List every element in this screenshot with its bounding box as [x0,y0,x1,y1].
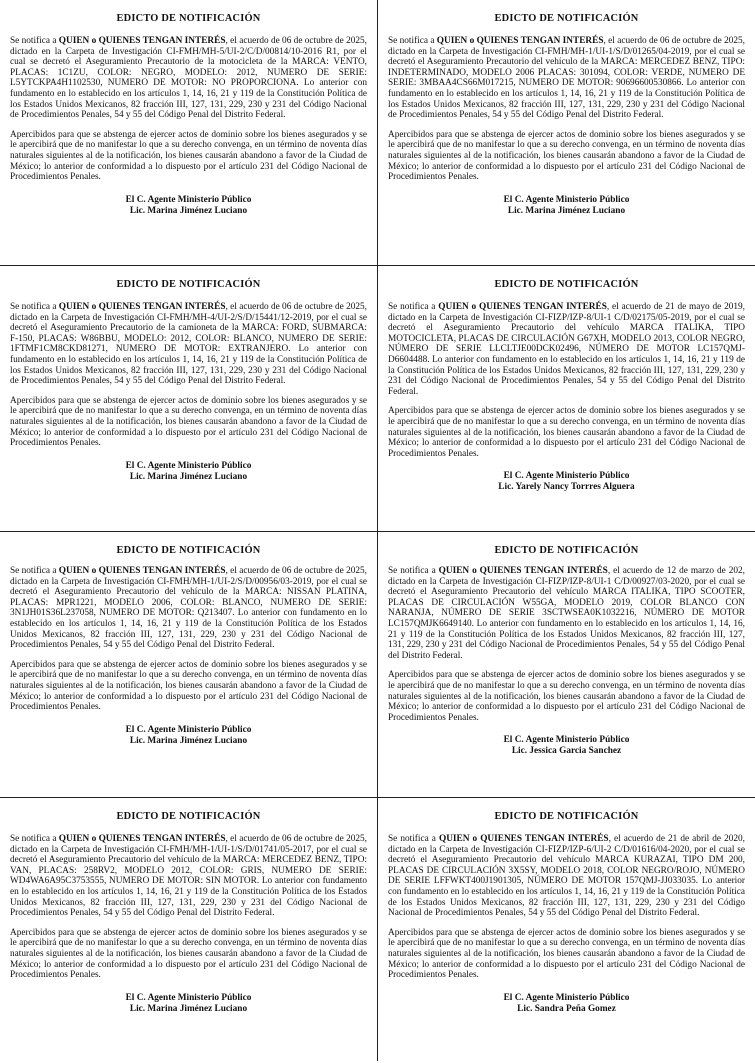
edict-addressee: QUIEN o QUIENES TENGAN INTERÉS [58,566,226,576]
edict-signature [10,461,367,483]
edict-intro: Se notifica a [10,566,59,576]
edict-intro: Se notifica a [388,834,439,844]
signer-name: Lic. Jessica Garcia Sanchez [511,746,622,757]
signer-name: Lic. Marina Jiménez Luciano [129,735,248,746]
edict-body [388,566,745,661]
edict-intro: Se notifica a [388,302,439,312]
edict-warning: Apercibidos para que se abstenga de ejercer actos de dominio sobre los bienes asegurados y se le apercibirá que de no manifestar lo que a su derecho convenga, en un término de noventa días naturales siguientes al de la notificación, los bienes causarán abandono a favor de la Ciudad de México; lo anterior de conformidad a lo dispuesto por el artículo 231 del Código Nacional de Procedimientos Penales. [388,406,745,459]
edict-text: , el acuerdo de 06 de octubre de 2025, dictado en la Carpeta de Investigación CI-FMH/MH-1/UI-1/S/D/01265/04-2019, por el cual se decretó el Aseguramiento Precautorio del vehículo de la MARCA: MERCEDEZ BENZ, TIPO: INDETERMINADO, MODELO 2006 PLACAS: 301094, COLOR: VERDE, NUMERO DE SERIE: 3MBAA4CS66M017215, NUMERO DE MOTOR: 90696600530866. Lo anterior con fundamento en lo establecido en los artículos 1, 14, 16, 21 y 119 de la Constitución Política de los Estados Unidos Mexicanos, 82 fracción III, 127, 131, 229, 230 y 231 del Código Nacional de Procedimientos Penales, 54 y 55 del Código Penal del Distrito Federal. [388,36,745,121]
signer-name: Lic. Marina Jiménez Luciano [129,1003,248,1014]
edict-intro: Se notifica a [388,566,439,576]
edict-title: EDICTO DE NOTIFICACIÓN [494,279,639,290]
signer-role: El C. Agente Ministerio Público [125,194,252,205]
edict-signature [10,993,367,1015]
edict-warning: Apercibidos para que se abstenga de ejercer actos de dominio sobre los bienes asegurados y se le apercibirá que de no manifestar lo que a su derecho convenga, en un término de noventa días naturales siguientes al de la notificación, los bienes causarán abandono a favor de la Ciudad de México; lo anterior de conformidad a lo dispuesto por el artículo 231 del Código Nacional de Procedimientos Penales. [388,670,745,723]
edict-text: , el acuerdo de 06 de octubre de 2025, dictado en la Carpeta de Investigación CI-FMH/MH-1/UI-1/S/D/01741/05-2017, por el cual se decretó el Aseguramiento Precautorio del vehículo de la MARCA: MERCEDEZ BENZ, TIPO: VAN, PLACAS: 258RV2, MODELO 2012, COLOR: GRIS, NUMERO DE SERIE: WD4WA6A95C3753555, NUMERO DE MOTOR: SIN MOTOR. Lo anterior con fundamento en lo establecido en los artículos 1, 14, 16, 21 y 119 de la Constitución Política de los Estados Unidos Mexicanos, 82 fracción III, 127, 131, 229, 230 y 231 del Código Nacional de Procedimientos Penales, 54 y 55 del Código Penal del Distrito Federal. [10,834,367,919]
edict-box [0,0,377,265]
edict-box [378,266,755,531]
edict-text: , el acuerdo de 06 de octubre de 2025, dictado en la Carpeta de Investigación CI-FMH/MH-4/UI-2/S/D/15441/12-2019, por el cual se decretó el Aseguramiento Precautorio de la camioneta de la MARCA: FORD, SUBMARCA: F-150, PLACAS: W86BBU, MODELO: 2012, COLOR: BLANCO, NUMERO DE SERIE: 1FTMF1CM8CKD81271, NUMERO DE MOTOR: EXTRANJERO. Lo anterior con fundamento en lo establecido en los artículos 1, 14, 16, 21 y 119 de la Constitución Política de los Estados Unidos Mexicanos, 82 fracción III, 127, 131, 229, 230 y 231 del Código Nacional de Procedimientos Penales, 54 y 55 del Código Penal del Distrito Federal. [10,302,367,387]
edict-text: , el acuerdo de 06 de octubre de 2025, dictado en la Carpeta de Investigación CI-FMH/MH-5/UI-2/C/D/00814/10-2016 R1, por el cual se decretó el Aseguramiento Precautorio de la motocicleta de la MARCA: VENTO, PLACAS: 1C1ZU, COLOR: NEGRO, MODELO: 2012, NUMERO DE SERIE: L5YTCKPA4H1102530, NUMERO DE MOTOR: NO PROPORCIONA. Lo anterior con fundamento en lo establecido en los artículos 1, 14, 16, 21 y 119 de la Constitución Política de los Estados Unidos Mexicanos, 82 fracción III, 127, 131, 229, 230 y 231 del Código Nacional de Procedimientos Penales, 54 y 55 del Código Penal del Distrito Federal. [10,36,367,121]
edict-title: EDICTO DE NOTIFICACIÓN [116,13,261,24]
edict-text: , el acuerdo de 21 de mayo de 2019, dictado en la Carpeta de Investigación CI-FIZP/IZP-8/UI-1 C/D/02175/05-2019, por el cual se decretó el Aseguramiento Precautorio del vehículo MARCA ITALIKA, TIPO MOTOCICLETA, PLACAS DE CIRCULACIÓN G67XH, MODELO 2013, COLOR NEGRO, NÚMERO DE SERIE LLCLTJE00DCK02496, NÚMERO DE MOTOR LC157QMJ-D6604488. Lo anterior con fundamento en lo establecido en los artículos 1, 14, 16, 21 y 119 de la Constitución Política de los Estados Unidos Mexicanos, 82 fracción III, 127, 131, 229, 230 y 231 del Código Nacional de Procedimientos Penales, 54 y 55 del Código Penal del Distrito Federal. [388,302,745,397]
edict-box [0,266,377,531]
edict-addressee: QUIEN o QUIENES TENGAN INTERÉS [436,36,604,46]
edict-body [10,36,367,121]
edict-title: EDICTO DE NOTIFICACIÓN [494,811,639,822]
signer-role: El C. Agente Ministerio Público [503,992,630,1003]
edict-warning: Apercibidos para que se abstenga de ejercer actos de dominio sobre los bienes asegurados y se le apercibirá que de no manifestar lo que a su derecho convenga, en un término de noventa días naturales siguientes al de la notificación, los bienes causarán abandono a favor de la Ciudad de México; lo anterior de conformidad a lo dispuesto por el artículo 231 del Código Nacional de Procedimientos Penales. [388,129,745,183]
edict-text: , el acuerdo de 21 de abril de 2020, dictado en la Carpeta de Investigación CI-FIZP/IZP-6/UI-2 C/D/01616/04-2020, por el cual se decretó el Aseguramiento Precautorio del vehículo MARCA KURAZAI, TIPO DM 200, PLACAS DE CIRCULACIÓN 3X5SY, MODELO 2018, COLOR NEGRO/ROJO, NÚMERO DE SERIE LFFWKT400J1901305, NÚMERO DE MOTOR 157QMJ-JJ033035. Lo anterior con fundamento en lo establecido en los artículos 1, 14, 16, 21 y 119 de la Constitución Política de los Estados Unidos Mexicanos, 82 fracción III, 127, 131, 229, 230 y 231 del Código Nacional de Procedimientos Penales, 54 y 55 del Código Penal del Distrito Federal. [388,834,746,919]
edict-title: EDICTO DE NOTIFICACIÓN [116,545,261,556]
signer-role: El C. Agente Ministerio Público [503,471,630,482]
signer-role: El C. Agente Ministerio Público [125,460,252,471]
signer-name: Lic. Marina Jiménez Luciano [129,471,248,482]
edict-addressee: QUIEN o QUIENES TENGAN INTERÉS [438,834,609,844]
edict-box [0,798,377,1063]
signer-name: Lic. Sandra Peña Gomez [517,1003,616,1014]
edict-addressee: QUIEN o QUIENES TENGAN INTERÉS [438,566,608,576]
edict-warning: Apercibidos para que se abstenga de ejercer actos de dominio sobre los bienes asegurados y se le apercibirá que de no manifestar lo que a su derecho convenga, en un término de noventa días naturales siguientes al de la notificación, los bienes causarán abandono a favor de la Ciudad de México; lo anterior de conformidad a lo dispuesto por el artículo 231 del Código Nacional de Procedimientos Penales. [10,659,367,713]
edict-body [10,834,367,919]
edict-intro: Se notifica a [388,36,437,46]
edict-box [378,0,755,265]
edict-title: EDICTO DE NOTIFICACIÓN [116,811,261,822]
edict-text: , el acuerdo de 06 de octubre de 2025, dictado en la Carpeta de Investigación CI-FMH/MH-1/UI-2/S/D/00956/03-2019, por el cual se decretó el Aseguramiento Precautorio del vehículo de la MARCA: NISSAN PLATINA, PLACAS: MPR1221, MODELO 2006, COLOR: BLANCO, NUMERO DE SERIE: 3N1JH01S36L237058, NUMERO DE MOTOR: Q213407. Lo anterior con fundamento en lo establecido en los artículos 1, 14, 16, 21 y 119 de la Constitución Política de los Estados Unidos Mexicanos, 82 fracción III, 127, 131, 229, 230 y 231 del Código Nacional de Procedimientos Penales, 54 y 55 del Código Penal del Distrito Federal. [10,566,367,651]
signer-name: Lic. Marina Jiménez Luciano [129,205,248,216]
signer-name: Lic. Yarely Nancy Torrres Alguera [498,482,635,493]
edict-addressee: QUIEN o QUIENES TENGAN INTERÉS [58,302,226,312]
edict-warning: Apercibidos para que se abstenga de ejercer actos de dominio sobre los bienes asegurados y se le apercibirá que de no manifestar lo que a su derecho convenga, en un término de noventa días naturales siguientes al de la notificación, los bienes causarán abandono a favor de la Ciudad de México; lo anterior de conformidad a lo dispuesto por el artículo 231 del Código Nacional de Procedimientos Penales. [10,129,367,183]
edict-text: , el acuerdo de 12 de marzo de 202, dictado en la Carpeta de Investigación CI-FIZP/IZP-8/UI-1 C/D/00927/03-2020, por el cual se decretó el Aseguramiento Precautorio del vehículo MARCA ITALIKA, TIPO SCOOTER, PLACAS DE CIRCULACIÓN W55GA, MODELO 2019, COLOR BLANCO CON NARANJA, NÚMERO DE SERIE 3SCTWSEA0K1032216, NÚMERO DE MOTOR LC157QMJK6649140. Lo anterior con fundamento en lo establecido en los artículos 1, 14, 16, 21 y 119 de la Constitución Política de los Estados Unidos Mexicanos, 82 fracción III, 127, 131, 229, 230 y 231 del Código Nacional de Procedimientos Penales, 54 y 55 del Código Penal del Distrito Federal. [388,566,745,661]
edict-box [0,532,377,797]
signer-name: Lic. Marina Jiménez Luciano [507,205,626,216]
edict-signature [388,471,745,493]
edict-warning: Apercibidos para que se abstenga de ejercer actos de dominio sobre los bienes asegurados y se le apercibirá que de no manifestar lo que a su derecho convenga, en un término de noventa días naturales siguientes al de la notificación, los bienes causarán abandono a favor de la Ciudad de México; lo anterior de conformidad a lo dispuesto por el artículo 231 del Código Nacional de Procedimientos Penales. [10,395,367,449]
edict-title: EDICTO DE NOTIFICACIÓN [116,279,261,290]
edict-body [10,302,367,387]
edict-box [378,532,755,797]
edict-signature [388,195,745,217]
signer-role: El C. Agente Ministerio Público [125,992,252,1003]
edict-title: EDICTO DE NOTIFICACIÓN [494,545,639,556]
edict-signature [388,735,745,757]
edict-title: EDICTO DE NOTIFICACIÓN [494,13,639,24]
signer-role: El C. Agente Ministerio Público [503,735,630,746]
edict-intro: Se notifica a [10,36,59,46]
edict-addressee: QUIEN o QUIENES TENGAN INTERÉS [438,302,607,312]
signer-role: El C. Agente Ministerio Público [125,724,252,735]
edict-warning: Apercibidos para que se abstenga de ejercer actos de dominio sobre los bienes asegurados y se le apercibirá que de no manifestar lo que a su derecho convenga, en un término de noventa días naturales siguientes al de la notificación, los bienes causarán abandono a favor de la Ciudad de México; lo anterior de conformidad a lo dispuesto por el artículo 231 del Código Nacional de Procedimientos Penales. [10,927,367,981]
edict-intro: Se notifica a [10,834,59,844]
edict-body [388,834,745,919]
edict-addressee: QUIEN o QUIENES TENGAN INTERÉS [58,36,226,46]
edict-signature [10,725,367,747]
edict-box [378,798,755,1063]
edict-body [388,302,745,397]
edict-signature [388,993,745,1015]
edict-body [388,36,745,121]
edict-body [10,566,367,651]
signer-role: El C. Agente Ministerio Público [503,194,630,205]
edict-addressee: QUIEN o QUIENES TENGAN INTERÉS [58,834,226,844]
edict-warning: Apercibidos para que se abstenga de ejercer actos de dominio sobre los bienes asegurados y se le apercibirá que de no manifestar lo que a su derecho convenga, en un término de noventa días naturales siguientes al de la notificación, los bienes causarán abandono a favor de la Ciudad de México; lo anterior de conformidad a lo dispuesto por el artículo 231 del Código Nacional de Procedimientos Penales. [388,927,745,981]
edict-signature [10,195,367,217]
edict-intro: Se notifica a [10,302,59,312]
